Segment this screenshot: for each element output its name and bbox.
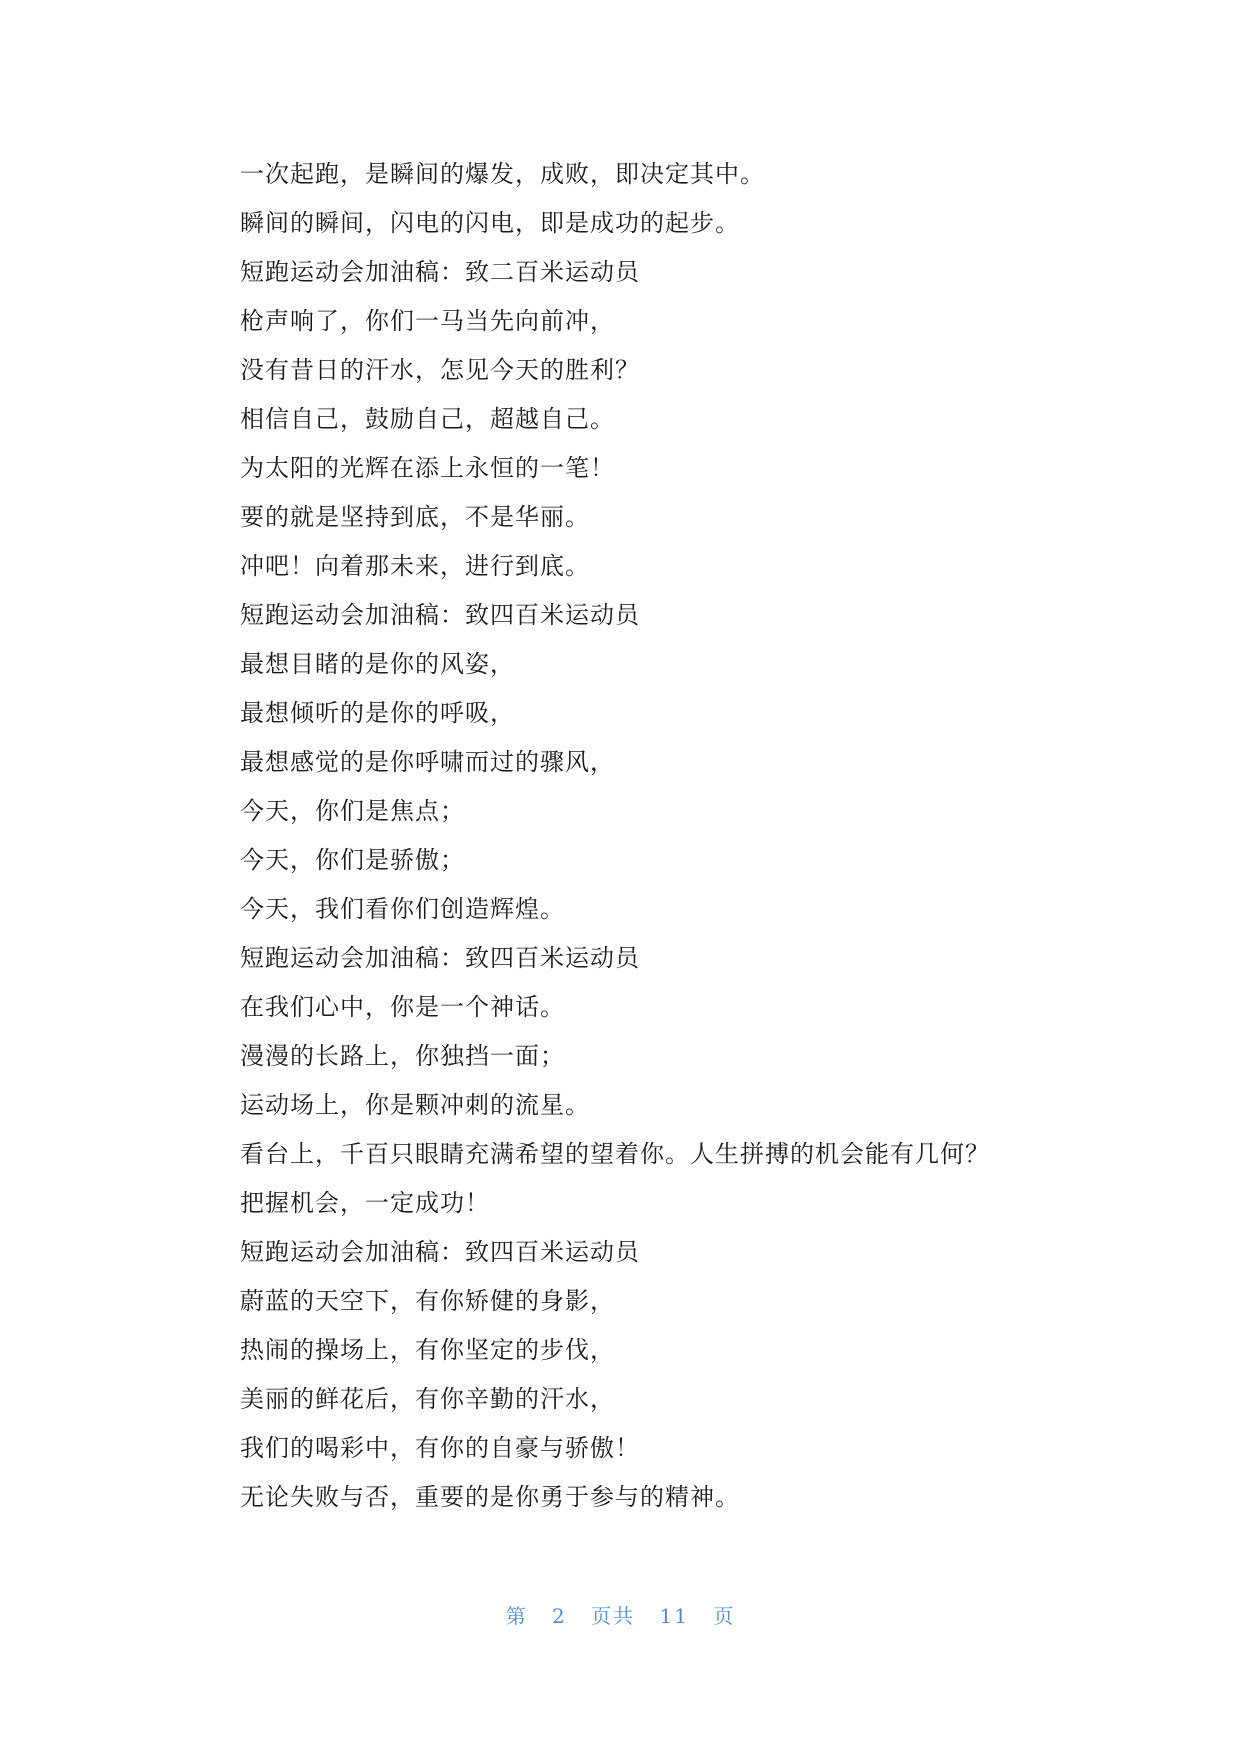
text-line: 最想倾听的是你的呼吸， — [240, 699, 515, 727]
text-line: 今天，我们看你们创造辉煌。 — [240, 895, 565, 923]
page-footer — [0, 1600, 1241, 1629]
text-line: 今天，你们是焦点； — [240, 797, 465, 825]
text-line: 没有昔日的汗水，怎见今天的胜利？ — [240, 356, 640, 384]
text-line: 为太阳的光辉在添上永恒的一笔！ — [240, 454, 615, 482]
text-line: 瞬间的瞬间，闪电的闪电，即是成功的起步。 — [240, 209, 740, 237]
section-heading: 短跑运动会加油稿：致四百米运动员 — [240, 944, 640, 972]
footer-suffix: 页 — [713, 1604, 736, 1628]
text-line: 运动场上，你是颗冲刺的流星。 — [240, 1091, 590, 1119]
text-line: 无论失败与否，重要的是你勇于参与的精神。 — [240, 1483, 740, 1511]
section-heading: 短跑运动会加油稿：致四百米运动员 — [240, 601, 640, 629]
text-line: 枪声响了，你们一马当先向前冲， — [240, 307, 615, 335]
current-page-number: 2 — [552, 1604, 567, 1628]
footer-middle: 页共 — [591, 1604, 636, 1628]
text-line: 美丽的鲜花后，有你辛勤的汗水， — [240, 1385, 615, 1413]
section-heading: 短跑运动会加油稿：致四百米运动员 — [240, 1238, 640, 1266]
total-page-count: 11 — [659, 1604, 689, 1628]
text-line: 漫漫的长路上，你独挡一面； — [240, 1042, 565, 1070]
section-heading: 短跑运动会加油稿：致二百米运动员 — [240, 258, 640, 286]
text-line: 在我们心中，你是一个神话。 — [240, 993, 565, 1021]
text-line: 我们的喝彩中，有你的自豪与骄傲！ — [240, 1434, 640, 1462]
text-line: 要的就是坚持到底，不是华丽。 — [240, 503, 590, 531]
text-line: 热闹的操场上，有你坚定的步伐， — [240, 1336, 615, 1364]
text-line: 最想感觉的是你呼啸而过的骤风， — [240, 748, 615, 776]
text-line: 蔚蓝的天空下，有你矫健的身影， — [240, 1287, 615, 1315]
text-line: 冲吧！向着那未来，进行到底。 — [240, 552, 590, 580]
document-body — [240, 150, 1020, 1522]
text-line: 一次起跑，是瞬间的爆发，成败，即决定其中。 — [240, 160, 765, 188]
text-line: 今天，你们是骄傲； — [240, 846, 465, 874]
text-line: 最想目睹的是你的风姿， — [240, 650, 515, 678]
text-line: 相信自己，鼓励自己，超越自己。 — [240, 405, 615, 433]
text-line: 看台上，千百只眼睛充满希望的望着你。人生拼搏的机会能有几何？ — [240, 1140, 990, 1168]
footer-prefix: 第 — [505, 1604, 528, 1628]
text-line: 把握机会，一定成功！ — [240, 1189, 490, 1217]
